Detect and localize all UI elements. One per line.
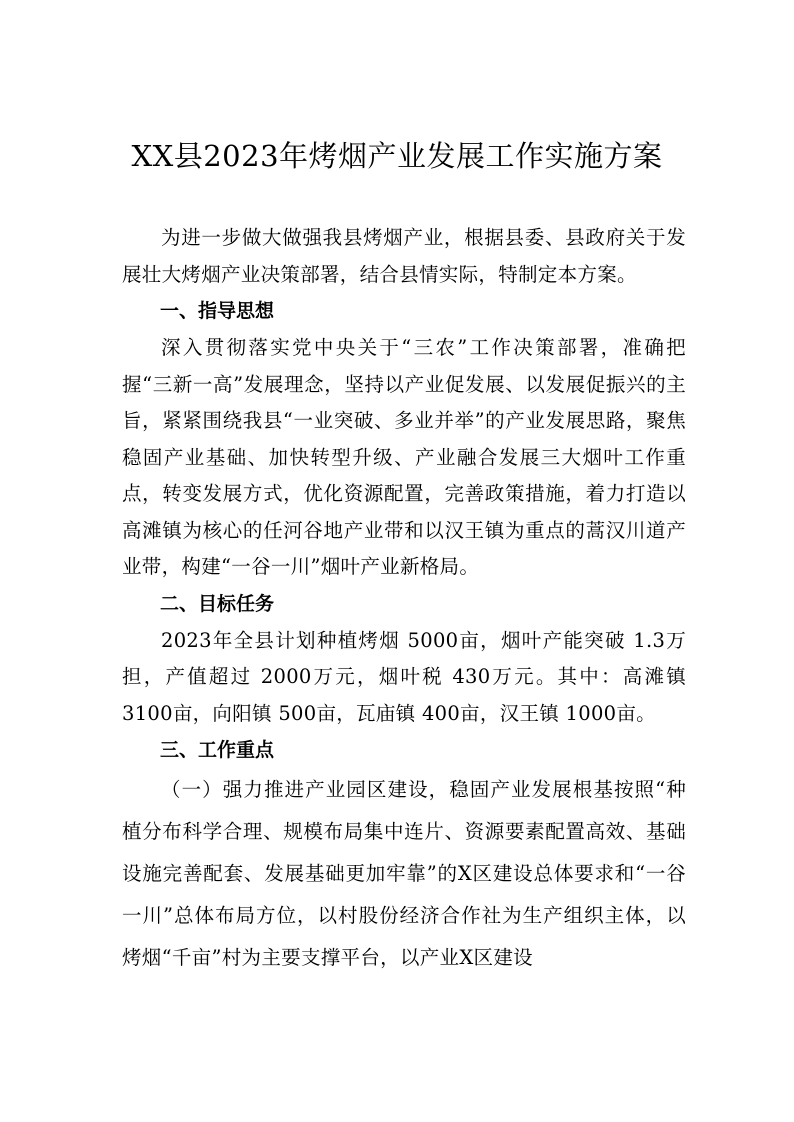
work-focus-paragraph: （一）强力推进产业园区建设，稳固产业发展根基按照“种植分布科学合理、规模布局集中连片、资源要素配置高效、基础设施完善配套、发展基础更加牢靠”的X区建设总体要求和“一谷一川”总体布局方位，以村股份经济合作社为生产组织主体，以烤烟“千亩”村为主要支撑平台，以产业X区建设 [122,778,686,969]
section-heading-guiding-ideology: 一、指导思想 [160,300,275,322]
document-body [122,220,686,979]
section-heading-targets: 二、目标任务 [160,592,275,615]
targets-paragraph: 2023年全县计划种植烤烟 5000亩，烟叶产能突破 1.3万担，产值超过 2000万元，烟叶税 430万元。其中：高滩镇3100亩，向阳镇 500亩，瓦庙镇 400亩，汉王镇 1000亩。 [122,628,686,725]
intro-paragraph: 为进一步做大做强我县烤烟产业，根据县委、县政府关于发展壮大烤烟产业决策部署，结合县情实际，特制定本方案。 [122,226,686,286]
guiding-ideology-paragraph: 深入贯彻落实党中央关于“三农”工作决策部署，准确把握“三新一高”发展理念，坚持以产业促发展、以发展促振兴的主旨，紧紧围绕我县“一业突破、多业并举”的产业发展思路，聚焦稳固产业基础、加快转型升级、产业融合发展三大烟叶工作重点，转变发展方式，优化资源配置，完善政策措施，着力打造以高滩镇为核心的任河谷地产业带和以汉王镇为重点的蒿汉川道产业带，构建“一谷一川”烟叶产业新格局。 [122,336,686,578]
document-title: XX县2023年烤烟产业发展工作实施方案 [131,139,663,173]
section-heading-work-focus: 三、工作重点 [160,739,275,761]
